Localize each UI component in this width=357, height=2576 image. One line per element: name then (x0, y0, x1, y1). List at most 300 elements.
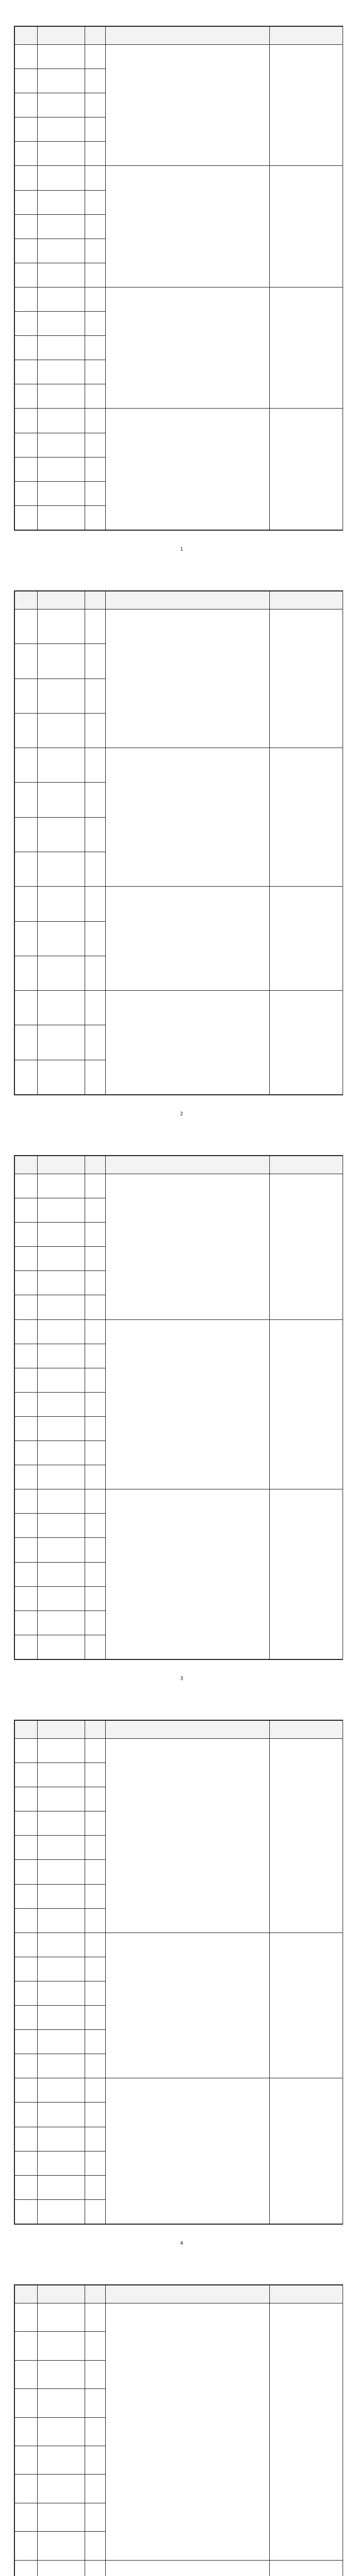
header-code (15, 591, 38, 609)
header-requirements (106, 1721, 270, 1739)
position-name (38, 2103, 85, 2127)
unit-cell (270, 45, 344, 166)
position-name (38, 93, 85, 117)
header-position (38, 1156, 85, 1174)
position-name (38, 887, 85, 921)
position-name (38, 263, 85, 287)
position-code (15, 2078, 38, 2103)
unit-cell (270, 287, 344, 408)
position-count (85, 2303, 106, 2332)
position-count (85, 1884, 106, 1908)
header-position (38, 2285, 85, 2303)
position-code (15, 713, 38, 748)
position-code (15, 2127, 38, 2151)
position-code (15, 409, 38, 433)
position-code (15, 1957, 38, 1981)
table-header-row (15, 1721, 344, 1739)
position-code (15, 1271, 38, 1295)
position-count (85, 312, 106, 336)
unit-cell (270, 1489, 344, 1659)
document-page (0, 1129, 357, 1694)
position-name (38, 748, 85, 783)
position-count (85, 2446, 106, 2475)
position-name (38, 1441, 85, 1465)
position-code (15, 1884, 38, 1908)
table-body (15, 45, 344, 530)
position-name (38, 214, 85, 239)
position-count (85, 1223, 106, 1247)
position-code (15, 644, 38, 679)
page-number: 3 (180, 1676, 184, 1682)
table-row (15, 748, 344, 783)
position-code (15, 2151, 38, 2175)
position-code (15, 1247, 38, 1271)
unit-cell (270, 887, 344, 991)
position-code (15, 1174, 38, 1198)
position-code (15, 2532, 38, 2560)
requirements-cell (106, 748, 270, 887)
position-count (85, 991, 106, 1025)
position-code (15, 481, 38, 505)
position-name (38, 433, 85, 457)
position-name (38, 1562, 85, 1586)
page-number: 1 (180, 547, 184, 552)
position-name (38, 1538, 85, 1562)
position-count (85, 263, 106, 287)
header-count (85, 1721, 106, 1739)
position-code (15, 2560, 38, 2576)
position-code (15, 1465, 38, 1489)
requirements-cell (106, 1739, 270, 1933)
position-count (85, 679, 106, 713)
position-count (85, 45, 106, 69)
position-name (38, 2532, 85, 2560)
table-row (15, 1174, 344, 1198)
unit-cell (270, 409, 344, 530)
position-code (15, 748, 38, 783)
unit-cell (270, 166, 344, 287)
table-row (15, 1739, 344, 1763)
position-code (15, 921, 38, 956)
position-name (38, 1836, 85, 1860)
page-footer (0, 1675, 357, 1683)
position-name (38, 609, 85, 644)
position-count (85, 214, 106, 239)
table-header (15, 27, 344, 45)
position-name (38, 2503, 85, 2531)
position-count (85, 2054, 106, 2078)
header-unit (270, 1156, 344, 1174)
table-row (15, 609, 344, 644)
table-body (15, 2303, 344, 2576)
document-page (0, 565, 357, 1129)
page-number: 2 (180, 1111, 184, 1117)
header-requirements (106, 1156, 270, 1174)
position-name (38, 1025, 85, 1060)
document-page (0, 0, 357, 565)
position-code (15, 2103, 38, 2127)
position-code (15, 1836, 38, 1860)
position-count (85, 457, 106, 481)
position-count (85, 852, 106, 886)
table-header-row (15, 591, 344, 609)
positions-table-grid (14, 2285, 343, 2576)
position-code (15, 2030, 38, 2054)
table-row (15, 287, 344, 311)
position-name (38, 1392, 85, 1416)
position-code (15, 1538, 38, 1562)
position-code (15, 45, 38, 69)
position-code (15, 1562, 38, 1586)
position-name (38, 45, 85, 69)
requirements-cell (106, 287, 270, 408)
position-count (85, 817, 106, 852)
position-code (15, 2360, 38, 2388)
position-count (85, 748, 106, 783)
document-page (0, 2259, 357, 2576)
position-count (85, 783, 106, 817)
position-count (85, 1295, 106, 1319)
position-name (38, 117, 85, 142)
position-name (38, 481, 85, 505)
position-code (15, 1060, 38, 1094)
position-code (15, 783, 38, 817)
position-count (85, 2151, 106, 2175)
position-name (38, 956, 85, 990)
position-code (15, 1981, 38, 2005)
position-name (38, 239, 85, 263)
position-code (15, 2054, 38, 2078)
page-footer (0, 546, 357, 553)
position-code (15, 1198, 38, 1223)
table-row (15, 2303, 344, 2332)
positions-table-grid (14, 1720, 343, 2224)
position-count (85, 1787, 106, 1811)
table-row (15, 2560, 344, 2576)
position-code (15, 852, 38, 886)
position-name (38, 190, 85, 214)
position-name (38, 142, 85, 166)
position-count (85, 887, 106, 921)
unit-cell (270, 1739, 344, 1933)
position-code (15, 1763, 38, 1787)
position-name (38, 1957, 85, 1981)
position-count (85, 1763, 106, 1787)
document-title (14, 2270, 343, 2279)
position-name (38, 2006, 85, 2030)
table-header-row (15, 2285, 344, 2303)
position-count (85, 481, 106, 505)
position-count (85, 1025, 106, 1060)
document-page (0, 1694, 357, 2259)
position-code (15, 384, 38, 409)
header-unit (270, 1721, 344, 1739)
position-count (85, 2332, 106, 2360)
position-name (38, 1465, 85, 1489)
table-body (15, 1174, 344, 1659)
requirements-cell (106, 887, 270, 991)
position-count (85, 1586, 106, 1611)
table-header-row (15, 27, 344, 45)
position-name (38, 713, 85, 748)
position-code (15, 239, 38, 263)
requirements-cell (106, 1489, 270, 1659)
position-name (38, 1416, 85, 1440)
position-code (15, 1368, 38, 1392)
header-count (85, 2285, 106, 2303)
position-count (85, 1836, 106, 1860)
position-name (38, 505, 85, 530)
position-count (85, 1368, 106, 1392)
position-count (85, 384, 106, 409)
position-count (85, 644, 106, 679)
position-name (38, 336, 85, 360)
header-code (15, 27, 38, 45)
unit-cell (270, 2078, 344, 2224)
position-code (15, 1344, 38, 1368)
position-count (85, 142, 106, 166)
position-name (38, 817, 85, 852)
requirements-cell (106, 991, 270, 1095)
position-count (85, 1933, 106, 1957)
page-footer (0, 1111, 357, 1118)
unit-cell (270, 1174, 344, 1320)
table-row (15, 409, 344, 433)
header-position (38, 1721, 85, 1739)
position-code (15, 1489, 38, 1514)
document-title (14, 1141, 343, 1150)
position-count (85, 360, 106, 384)
position-name (38, 783, 85, 817)
position-code (15, 142, 38, 166)
unit-cell (270, 1933, 344, 2078)
header-count (85, 591, 106, 609)
position-name (38, 1198, 85, 1223)
position-name (38, 1763, 85, 1787)
position-count (85, 2127, 106, 2151)
position-name (38, 1174, 85, 1198)
position-code (15, 991, 38, 1025)
position-code (15, 117, 38, 142)
positions-table (14, 1155, 343, 1660)
header-code (15, 2285, 38, 2303)
position-code (15, 166, 38, 190)
position-count (85, 921, 106, 956)
position-count (85, 1271, 106, 1295)
table-row (15, 1933, 344, 1957)
position-name (38, 166, 85, 190)
position-name (38, 1739, 85, 1763)
page-number: 4 (180, 2241, 184, 2246)
position-name (38, 1908, 85, 1933)
position-count (85, 1392, 106, 1416)
position-count (85, 2078, 106, 2103)
position-name (38, 1271, 85, 1295)
position-code (15, 1611, 38, 1635)
requirements-cell (106, 1319, 270, 1489)
header-unit (270, 591, 344, 609)
position-name (38, 1514, 85, 1538)
position-name (38, 644, 85, 679)
table-header-row (15, 1156, 344, 1174)
position-code (15, 1392, 38, 1416)
position-count (85, 1538, 106, 1562)
position-count (85, 2475, 106, 2503)
position-name (38, 2446, 85, 2475)
positions-table (14, 1720, 343, 2225)
position-name (38, 312, 85, 336)
position-count (85, 2389, 106, 2417)
requirements-cell (106, 1933, 270, 2078)
position-code (15, 2303, 38, 2332)
unit-cell (270, 748, 344, 887)
position-count (85, 1060, 106, 1094)
position-count (85, 1465, 106, 1489)
table-row (15, 166, 344, 190)
position-code (15, 1295, 38, 1319)
position-count (85, 1739, 106, 1763)
header-requirements (106, 591, 270, 609)
position-count (85, 1635, 106, 1659)
requirements-cell (106, 1174, 270, 1320)
position-name (38, 1884, 85, 1908)
position-name (38, 457, 85, 481)
positions-table-grid (14, 26, 343, 530)
position-name (38, 1319, 85, 1344)
position-count (85, 1981, 106, 2005)
position-code (15, 2503, 38, 2531)
position-code (15, 505, 38, 530)
position-code (15, 360, 38, 384)
requirements-cell (106, 609, 270, 748)
position-code (15, 1441, 38, 1465)
unit-cell (270, 991, 344, 1095)
position-code (15, 1787, 38, 1811)
position-name (38, 360, 85, 384)
positions-table-grid (14, 591, 343, 1095)
position-count (85, 713, 106, 748)
table-row (15, 1489, 344, 1514)
position-count (85, 239, 106, 263)
position-code (15, 93, 38, 117)
position-code (15, 312, 38, 336)
position-name (38, 1344, 85, 1368)
position-name (38, 2175, 85, 2199)
position-name (38, 2127, 85, 2151)
header-count (85, 1156, 106, 1174)
position-name (38, 69, 85, 93)
position-count (85, 1198, 106, 1223)
position-name (38, 2560, 85, 2576)
position-name (38, 1295, 85, 1319)
document-title (14, 1705, 343, 1715)
requirements-cell (106, 166, 270, 287)
position-code (15, 1811, 38, 1836)
position-count (85, 1811, 106, 1836)
position-code (15, 1739, 38, 1763)
position-code (15, 1586, 38, 1611)
position-name (38, 2303, 85, 2332)
position-count (85, 93, 106, 117)
position-name (38, 2360, 85, 2388)
position-code (15, 263, 38, 287)
position-count (85, 69, 106, 93)
header-position (38, 591, 85, 609)
position-name (38, 921, 85, 956)
position-count (85, 1416, 106, 1440)
unit-cell (270, 1319, 344, 1489)
position-count (85, 2199, 106, 2224)
position-code (15, 1860, 38, 1884)
position-code (15, 1635, 38, 1659)
position-name (38, 1489, 85, 1514)
page-footer (0, 2240, 357, 2247)
header-requirements (106, 2285, 270, 2303)
position-code (15, 1025, 38, 1060)
position-name (38, 2030, 85, 2054)
position-code (15, 457, 38, 481)
position-code (15, 1319, 38, 1344)
positions-table (14, 2284, 343, 2576)
table-header (15, 2285, 344, 2303)
position-name (38, 1860, 85, 1884)
position-count (85, 1562, 106, 1586)
header-requirements (106, 27, 270, 45)
header-unit (270, 27, 344, 45)
position-code (15, 1416, 38, 1440)
requirements-cell (106, 2078, 270, 2224)
unit-cell (270, 2303, 344, 2561)
position-name (38, 409, 85, 433)
table-body (15, 609, 344, 1095)
position-code (15, 2475, 38, 2503)
position-count (85, 409, 106, 433)
positions-table-grid (14, 1156, 343, 1659)
position-count (85, 1514, 106, 1538)
position-code (15, 887, 38, 921)
unit-cell (270, 609, 344, 748)
position-count (85, 1860, 106, 1884)
position-code (15, 2199, 38, 2224)
unit-cell (270, 2560, 344, 2576)
position-name (38, 1787, 85, 1811)
position-name (38, 1586, 85, 1611)
position-code (15, 956, 38, 990)
position-code (15, 1933, 38, 1957)
position-name (38, 2054, 85, 2078)
position-name (38, 384, 85, 409)
header-unit (270, 2285, 344, 2303)
document-title (14, 11, 343, 21)
position-code (15, 2446, 38, 2475)
position-code (15, 2006, 38, 2030)
position-name (38, 2332, 85, 2360)
position-count (85, 2417, 106, 2446)
position-code (15, 679, 38, 713)
header-count (85, 27, 106, 45)
positions-table (14, 26, 343, 531)
position-count (85, 2103, 106, 2127)
position-count (85, 956, 106, 990)
position-count (85, 2360, 106, 2388)
positions-table (14, 590, 343, 1095)
position-count (85, 1908, 106, 1933)
position-count (85, 1489, 106, 1514)
requirements-cell (106, 45, 270, 166)
position-count (85, 2503, 106, 2531)
position-name (38, 1368, 85, 1392)
position-name (38, 1060, 85, 1094)
